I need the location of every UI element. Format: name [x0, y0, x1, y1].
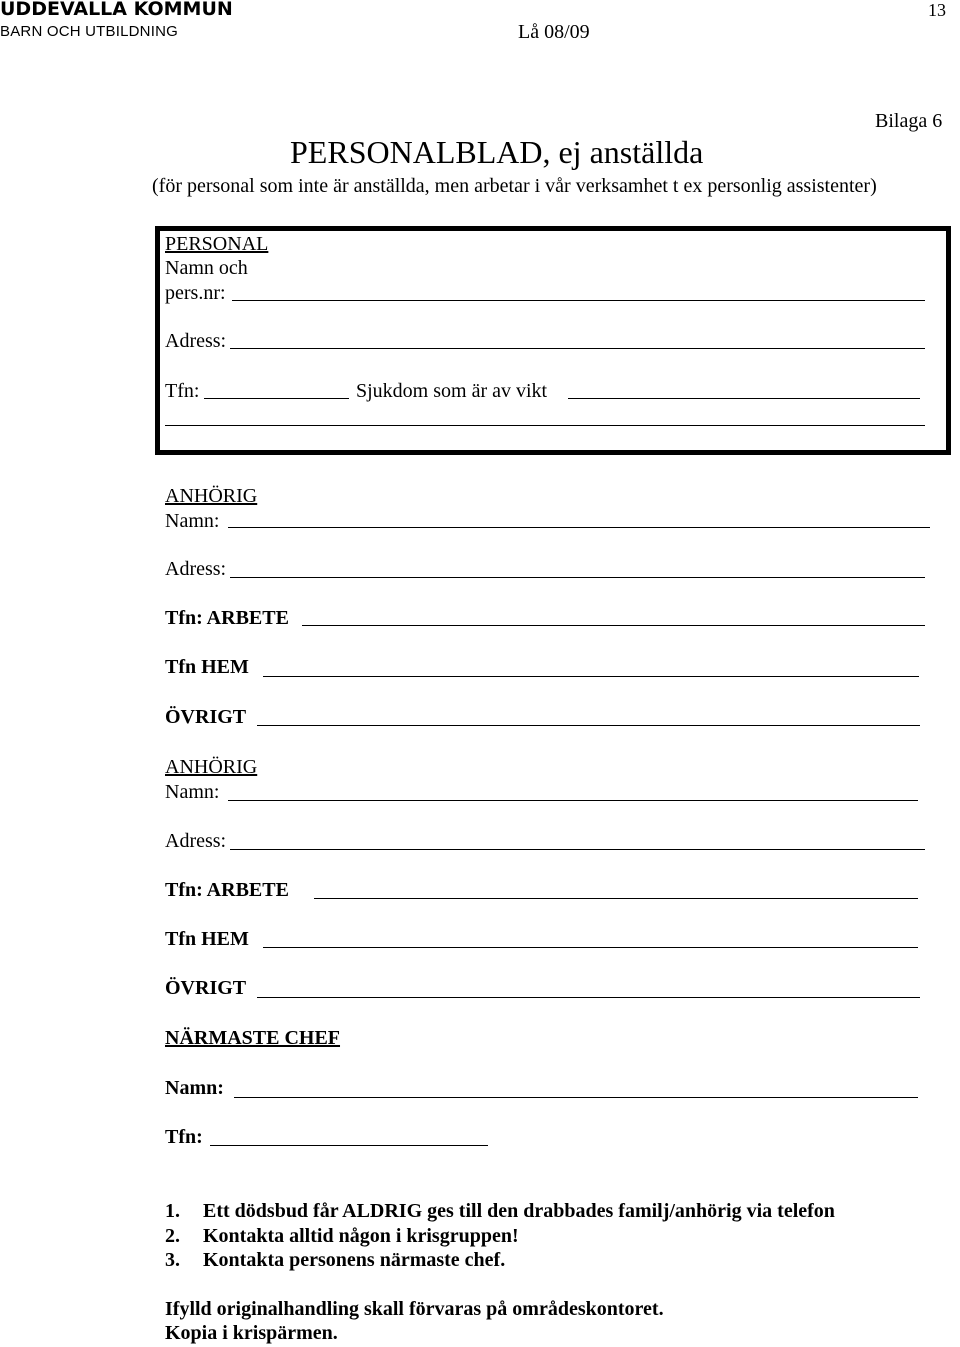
relative-2-work-phone-label: Tfn: ARBETE [165, 879, 289, 901]
relative-1-other-field[interactable] [257, 725, 920, 726]
relative-2-other-label: ÖVRIGT [165, 977, 247, 999]
relative-1-home-phone-field[interactable] [263, 676, 919, 677]
instruction-1-number: 1. [165, 1200, 180, 1222]
personal-name-field[interactable] [232, 300, 925, 301]
instruction-2-text: Kontakta alltid någon i krisgruppen! [203, 1225, 519, 1247]
instruction-1-text: Ett dödsbud får ALDRIG ges till den drabbades familj/anhörig via telefon [203, 1200, 835, 1222]
personal-name-label: Namn och [165, 257, 248, 279]
personal-phone-field[interactable] [204, 398, 349, 399]
footer-storage-note: Ifylld originalhandling skall förvaras på områdeskontoret. [165, 1298, 664, 1320]
relative-1-work-phone-field[interactable] [302, 625, 925, 626]
footer-copy-note: Kopia i krispärmen. [165, 1322, 338, 1344]
instruction-3-number: 3. [165, 1249, 180, 1271]
illness-field-extra[interactable] [165, 425, 925, 426]
personal-address-label: Adress: [165, 330, 227, 352]
relative-2-home-phone-field[interactable] [263, 947, 918, 948]
manager-phone-label: Tfn: [165, 1126, 203, 1148]
instruction-3-text: Kontakta personens närmaste chef. [203, 1249, 506, 1271]
manager-name-field[interactable] [234, 1097, 918, 1098]
relative-2-address-field[interactable] [230, 849, 925, 850]
page-number: 13 [928, 0, 946, 20]
relative-1-address-label: Adress: [165, 558, 227, 580]
appendix-label: Bilaga 6 [875, 110, 943, 132]
illness-field[interactable] [568, 398, 920, 399]
relative-2-address-label: Adress: [165, 830, 227, 852]
department-name: BARN OCH UTBILDNING [0, 23, 178, 40]
relative-2-home-phone-label: Tfn HEM [165, 928, 249, 950]
relative-1-work-phone-label: Tfn: ARBETE [165, 607, 289, 629]
relative-1-other-label: ÖVRIGT [165, 706, 247, 728]
page-subtitle: (för personal som inte är anställda, men arbetar i vår verksamhet t ex personlig assistenter) [152, 175, 877, 197]
relative-2-heading: ANHÖRIG [165, 756, 258, 778]
relative-1-name-label: Namn: [165, 510, 220, 532]
personal-address-field[interactable] [230, 348, 925, 349]
relative-2-other-field[interactable] [257, 997, 920, 998]
organization-name: UDDEVALLA KOMMUN [0, 0, 233, 20]
personal-heading: PERSONAL [165, 233, 269, 255]
relative-2-work-phone-field[interactable] [314, 898, 918, 899]
manager-heading: NÄRMASTE CHEF [165, 1027, 341, 1049]
relative-1-home-phone-label: Tfn HEM [165, 656, 249, 678]
relative-1-address-field[interactable] [230, 577, 925, 578]
relative-1-name-field[interactable] [228, 527, 930, 528]
illness-label: Sjukdom som är av vikt [356, 380, 548, 402]
header-date: Lå 08/09 [518, 21, 590, 43]
page-title: PERSONALBLAD, ej anställda [290, 134, 704, 170]
manager-name-label: Namn: [165, 1077, 224, 1099]
manager-phone-field[interactable] [210, 1145, 488, 1146]
personal-persnr-label: pers.nr: [165, 282, 226, 304]
personal-section-box [155, 226, 951, 455]
instruction-2-number: 2. [165, 1225, 180, 1247]
personal-phone-label: Tfn: [165, 380, 200, 402]
relative-2-name-field[interactable] [228, 800, 918, 801]
relative-2-name-label: Namn: [165, 781, 220, 803]
relative-1-heading: ANHÖRIG [165, 485, 258, 507]
